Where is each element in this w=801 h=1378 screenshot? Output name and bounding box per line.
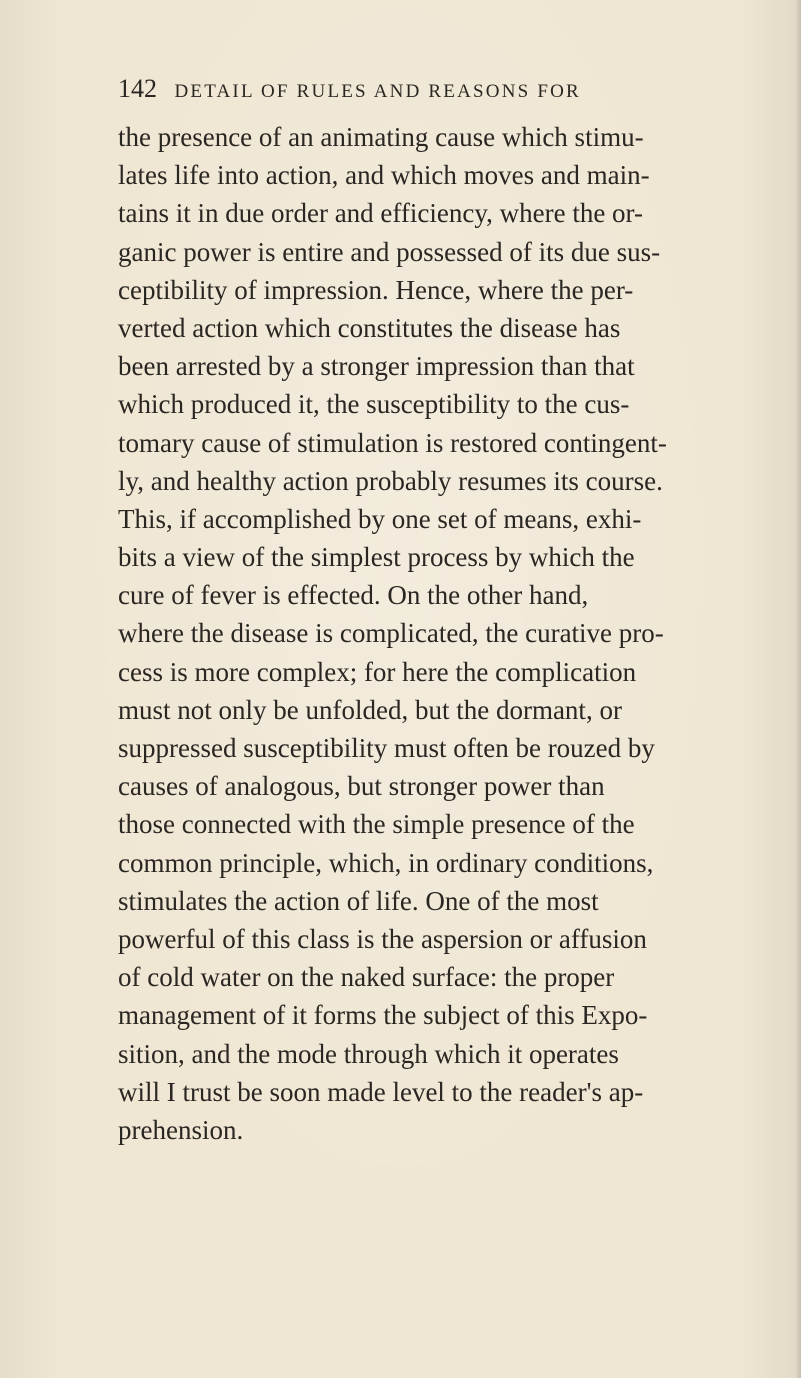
text-line: where the disease is complicated, the curative pro- — [118, 618, 664, 649]
running-head: DETAIL OF RULES AND REASONS FOR — [174, 81, 581, 102]
text-line: ceptibility of impression. Hence, where the per- — [118, 274, 634, 305]
text-line: This, if accomplished by one set of means, exhi- — [118, 503, 642, 534]
text-line: prehension. — [118, 1114, 244, 1145]
text-line: common principle, which, in ordinary conditions, — [118, 847, 654, 878]
text-line: sition, and the mode through which it operates — [118, 1038, 619, 1069]
text-line: will I trust be soon made level to the reader's ap- — [118, 1076, 644, 1107]
text-line: must not only be unfolded, but the dormant, or — [118, 694, 622, 725]
text-line: tains it in due order and efficiency, where the or- — [118, 198, 643, 229]
text-line: of cold water on the naked surface: the proper — [118, 962, 615, 993]
page-number: 142 — [118, 74, 157, 103]
text-line: cure of fever is effected. On the other hand, — [118, 580, 589, 611]
page-edge-shadow — [795, 0, 801, 1378]
text-line: the presence of an animating cause which stimu- — [118, 122, 644, 152]
text-line: tomary cause of stimulation is restored contingent- — [118, 427, 667, 458]
text-line: those connected with the simple presence of the — [118, 809, 635, 840]
text-line: causes of analogous, but stronger power than — [118, 771, 605, 802]
text-line: verted action which constitutes the disease has — [118, 312, 621, 343]
text-line: ganic power is entire and possessed of its due sus- — [118, 236, 661, 267]
body-text — [118, 118, 801, 1149]
text-line: management of it forms the subject of this Expo- — [118, 1000, 648, 1031]
text-line: ly, and healthy action probably resumes its course. — [118, 465, 663, 496]
text-line: been arrested by a stronger impression than that — [118, 351, 635, 382]
text-line: lates life into action, and which moves and main- — [118, 160, 650, 191]
text-line: which produced it, the susceptibility to the cus- — [118, 389, 630, 420]
text-line: cess is more complex; for here the complication — [118, 656, 637, 687]
text-line: bits a view of the simplest process by which the — [118, 542, 635, 573]
text-line: powerful of this class is the aspersion or affusion — [118, 923, 647, 954]
text-line: stimulates the action of life. One of the most — [118, 885, 599, 916]
text-line: suppressed susceptibility must often be rouzed by — [118, 733, 655, 763]
page-header — [118, 74, 718, 104]
